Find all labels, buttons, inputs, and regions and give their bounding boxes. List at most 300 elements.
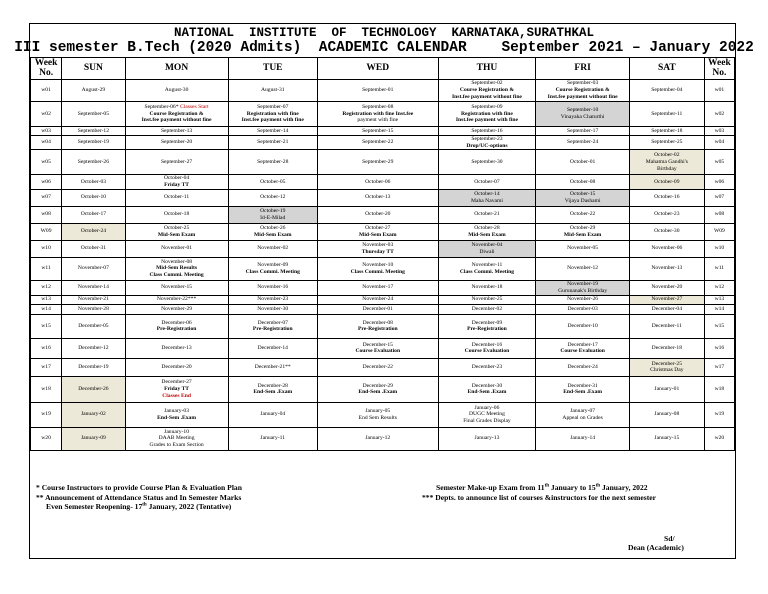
day-cell-tue-line: December-14 — [257, 344, 288, 351]
day-cell-tue-line: September-14 — [257, 127, 289, 134]
day-cell-fri — [536, 257, 630, 280]
day-cell-wed-line: November-03 — [362, 242, 394, 249]
week-no-cell — [31, 189, 62, 206]
week-no-cell-line: w19 — [41, 411, 51, 418]
day-cell-wed-line: Mid-Sem Exam — [359, 231, 397, 238]
week-no-cell-line: w12 — [41, 284, 51, 291]
week-no-cell-right — [704, 257, 734, 280]
day-cell-fri — [536, 358, 630, 376]
week-no-cell — [31, 304, 62, 314]
day-cell-thu-line: Registration with fine — [461, 110, 513, 117]
day-cell-fri — [536, 338, 630, 358]
day-cell-fri-line: September-10 — [566, 107, 599, 114]
day-cell-tue — [228, 223, 317, 240]
day-cell-mon — [125, 402, 228, 427]
week-no-cell-right — [704, 240, 734, 257]
day-cell-tue-line: January-11 — [260, 435, 286, 442]
day-cell-mon — [125, 376, 228, 402]
day-cell-thu-line: November-11 — [471, 262, 503, 269]
week-no-cell-right-line: w17 — [714, 363, 725, 370]
day-cell-thu — [438, 402, 536, 427]
day-cell-tue-line: September-21 — [257, 139, 289, 146]
footnote-depts: *** Depts. to announce list of courses &instructors for the next semester — [422, 493, 656, 502]
week-no-cell-right-line: w05 — [714, 159, 725, 166]
day-cell-fri — [536, 240, 630, 257]
day-cell-mon — [125, 358, 228, 376]
day-cell-wed — [317, 175, 438, 189]
calendar-title: III semester B.Tech (2020 Admits) ACADEMIC CALENDAR September 2021 – January 2022 — [14, 40, 754, 56]
day-cell-mon — [125, 150, 228, 175]
day-cell-tue — [228, 175, 317, 189]
day-cell-fri-line: September-24 — [566, 139, 599, 146]
day-cell-fri-line: January-07 — [570, 408, 596, 415]
day-cell-wed-line: January-12 — [365, 435, 391, 442]
week-no-cell-line: w10 — [41, 245, 51, 252]
day-cell-tue — [228, 314, 317, 338]
week-no-cell-right-line: w08 — [714, 211, 725, 218]
day-cell-sun-line: September-19 — [77, 139, 110, 146]
day-cell-sat — [629, 295, 704, 304]
day-cell-thu-line: Maha Navami — [471, 197, 503, 204]
day-cell-wed-line: Thursday TT — [361, 248, 394, 255]
day-cell-fri — [536, 206, 630, 223]
day-cell-sat — [629, 136, 704, 150]
week-no-cell-right — [704, 280, 734, 295]
day-cell-wed-line: October-27 — [365, 225, 391, 232]
day-cell-fri-line: November-26 — [567, 296, 599, 303]
day-cell-wed-line: November-24 — [362, 296, 394, 303]
day-cell-tue-line: Id-E-Milad — [260, 214, 286, 221]
week-no-cell — [31, 240, 62, 257]
week-no-cell-right-line: w19 — [714, 411, 725, 418]
day-cell-tue-line: December-21** — [254, 363, 291, 370]
day-cell-wed — [317, 295, 438, 304]
day-cell-sun-line: October-31 — [80, 245, 107, 252]
day-cell-sat — [629, 150, 704, 175]
day-cell-fri-line: November-19 — [567, 281, 599, 288]
day-cell-mon — [125, 136, 228, 150]
table-row — [31, 427, 735, 450]
day-cell-mon-line: October-25 — [163, 225, 190, 232]
day-cell-tue-line: November-30 — [257, 305, 289, 312]
day-cell-wed — [317, 280, 438, 295]
day-cell-wed — [317, 338, 438, 358]
day-cell-fri — [536, 102, 630, 127]
day-cell-mon — [125, 127, 228, 136]
day-cell-sun — [62, 358, 125, 376]
day-cell-tue — [228, 358, 317, 376]
day-cell-mon-line: November-29 — [161, 305, 193, 312]
day-cell-thu — [438, 257, 536, 280]
day-cell-wed-line: November-10 — [362, 262, 394, 269]
day-cell-wed-line: October-13 — [365, 194, 391, 201]
day-cell-fri-line: December-10 — [567, 322, 598, 329]
day-cell-thu-line: September-16 — [471, 127, 503, 134]
day-cell-thu-line: December-30 — [471, 382, 503, 389]
day-cell-sun — [62, 257, 125, 280]
week-no-cell-line: w11 — [41, 265, 51, 272]
day-cell-mon — [125, 338, 228, 358]
day-cell-sat-line: November-27 — [651, 296, 683, 303]
day-cell-thu — [438, 338, 536, 358]
day-cell-wed-line: Course Evaluation — [355, 348, 401, 355]
day-cell-fri-line: End-Sem .Exam — [563, 389, 603, 396]
day-cell-wed — [317, 358, 438, 376]
day-cell-tue — [228, 240, 317, 257]
table-row — [31, 189, 735, 206]
day-cell-tue — [228, 295, 317, 304]
week-no-cell-right — [704, 295, 734, 304]
day-cell-mon-line: September-20 — [160, 139, 193, 146]
day-cell-mon-line: November-01 — [161, 245, 193, 252]
day-cell-sun — [62, 150, 125, 175]
day-cell-mon-line: Classes End — [162, 392, 191, 399]
table-row — [31, 102, 735, 127]
week-no-cell-right-line: w04 — [714, 139, 725, 146]
day-cell-tue — [228, 402, 317, 427]
week-no-cell-right-line: w16 — [714, 344, 725, 351]
day-cell-mon-line: December-20 — [161, 363, 192, 370]
day-cell-sun-line: January-02 — [80, 411, 106, 418]
day-cell-sat — [629, 206, 704, 223]
table-row — [31, 295, 735, 304]
day-cell-mon-line: October-18 — [163, 211, 190, 218]
day-cell-wed-line: End Sem Results — [358, 414, 397, 421]
day-cell-mon-line: End-Sem .Exam — [157, 414, 196, 421]
day-cell-sun — [62, 402, 125, 427]
day-cell-fri — [536, 402, 630, 427]
day-cell-tue-line: December-28 — [257, 382, 288, 389]
day-cell-sun — [62, 136, 125, 150]
day-cell-mon — [125, 175, 228, 189]
week-no-cell — [31, 127, 62, 136]
day-cell-sat-line: Christmas Day — [650, 367, 684, 374]
day-cell-tue-line: October-26 — [260, 225, 286, 232]
day-cell-wed — [317, 376, 438, 402]
day-cell-tue-line: November-02 — [257, 245, 289, 252]
classes-start-note: Classes Start — [179, 103, 209, 110]
day-cell-sun-line: December-19 — [78, 363, 109, 370]
day-cell-mon-line: November-15 — [161, 284, 193, 291]
day-cell-fri — [536, 175, 630, 189]
day-cell-sat — [629, 240, 704, 257]
day-cell-wed — [317, 206, 438, 223]
day-cell-mon-line: Inst.fee payment without fine — [141, 117, 212, 124]
footnote-attendance: ** Announcement of Attendance Status and In Semester Marks — [36, 493, 242, 502]
day-cell-fri-line: Gurunanak's Birthday — [558, 287, 608, 294]
day-cell-sun — [62, 376, 125, 402]
day-cell-sun — [62, 295, 125, 304]
day-cell-thu-line: October-14 — [474, 191, 500, 198]
day-cell-thu-line: End-Sem .Exam — [467, 389, 507, 396]
day-cell-mon-line: October-11 — [164, 194, 190, 201]
day-cell-fri — [536, 150, 630, 175]
day-cell-thu-line: Inst.fee payment without fine — [452, 93, 522, 100]
day-cell-sat — [629, 257, 704, 280]
signature-dean: Dean (Academic) — [628, 543, 684, 552]
header-row — [31, 58, 735, 80]
day-cell-thu-line: October-07 — [474, 178, 500, 185]
day-cell-fri-line: December-03 — [567, 305, 598, 312]
day-cell-fri-line: October-15 — [569, 191, 596, 198]
week-no-cell — [31, 280, 62, 295]
day-cell-fri-line: October-22 — [569, 211, 596, 218]
week-no-cell-line: w07 — [41, 194, 51, 201]
day-cell-fri-line: Mid-Sem Exam — [563, 231, 602, 238]
day-cell-tue-line: September-07 — [257, 103, 289, 110]
day-cell-wed — [317, 304, 438, 314]
day-cell-mon — [125, 314, 228, 338]
day-cell-thu-line: September-23 — [471, 136, 503, 142]
week-no-cell — [31, 206, 62, 223]
week-no-cell-right — [704, 402, 734, 427]
week-no-cell-right-line: w14 — [714, 305, 725, 312]
table-row — [31, 175, 735, 189]
day-cell-sat — [629, 102, 704, 127]
day-cell-wed-line: September-01 — [362, 87, 394, 94]
day-cell-tue — [228, 189, 317, 206]
day-cell-mon — [125, 280, 228, 295]
day-cell-thu-line: Course Evaluation — [464, 348, 510, 355]
week-no-cell — [31, 150, 62, 175]
day-cell-sun — [62, 314, 125, 338]
week-no-cell-right — [704, 175, 734, 189]
day-cell-sat — [629, 80, 704, 102]
week-no-cell-line: w04 — [41, 139, 51, 146]
day-cell-sat-line: January-01 — [654, 385, 680, 392]
table-row — [31, 257, 735, 280]
day-cell-tue — [228, 280, 317, 295]
day-cell-sat — [629, 376, 704, 402]
day-cell-sun-line: October-03 — [80, 178, 107, 185]
day-cell-sat-line: October-16 — [654, 194, 680, 201]
week-no-cell-right — [704, 150, 734, 175]
table-row — [31, 402, 735, 427]
day-cell-thu-line: September-02 — [471, 80, 503, 87]
day-cell-tue — [228, 136, 317, 150]
day-cell-wed — [317, 80, 438, 102]
week-no-cell — [31, 136, 62, 150]
day-cell-sun — [62, 338, 125, 358]
day-cell-wed — [317, 223, 438, 240]
day-cell-mon-line: September-13 — [160, 127, 193, 134]
day-cell-sat — [629, 358, 704, 376]
week-no-cell-line: w13 — [41, 296, 51, 303]
day-cell-thu — [438, 102, 536, 127]
day-cell-mon-line: December-06 — [161, 319, 192, 326]
day-cell-thu — [438, 427, 536, 450]
week-no-cell-right — [704, 358, 734, 376]
day-cell-wed-line: End-Sem .Exam — [358, 389, 398, 396]
day-cell-wed-line: October-06 — [365, 178, 391, 185]
day-cell-thu — [438, 223, 536, 240]
day-cell-wed-line: September-29 — [362, 159, 394, 166]
table-row — [31, 136, 735, 150]
day-cell-wed-line: December-29 — [362, 382, 393, 389]
day-cell-sun-line: November-21 — [77, 296, 109, 303]
day-cell-thu-line: Mid-Sem Exam — [468, 231, 506, 238]
day-cell-thu — [438, 358, 536, 376]
day-cell-sat-line: September-11 — [651, 110, 683, 117]
day-cell-thu — [438, 150, 536, 175]
day-cell-wed — [317, 427, 438, 450]
day-cell-mon — [125, 304, 228, 314]
day-cell-fri-line: October-08 — [569, 178, 596, 185]
day-cell-tue — [228, 206, 317, 223]
week-no-cell-line: w08 — [41, 211, 51, 218]
day-cell-sun — [62, 223, 125, 240]
day-cell-thu-line: Class Commi. Meeting — [459, 268, 515, 275]
day-cell-tue-line: Class Commi. Meeting — [245, 268, 300, 275]
day-cell-wed-line: Class Commi. Meeting — [350, 268, 405, 275]
day-cell-thu-line: Course Registration & — [459, 87, 514, 94]
day-cell-sat-line: December-25 — [651, 360, 682, 367]
footnote-course-plan: * Course Instructors to provide Course Plan & Evaluation Plan — [36, 483, 242, 492]
day-cell-mon — [125, 257, 228, 280]
week-no-cell-line: w14 — [41, 305, 51, 312]
day-cell-thu — [438, 314, 536, 338]
day-cell-sun — [62, 175, 125, 189]
day-cell-thu-line: September-30 — [471, 159, 503, 166]
day-cell-mon-line: DAAB Meeting — [158, 435, 195, 442]
day-cell-tue-line: Registration with fine — [246, 110, 299, 117]
day-cell-sat-line: October-02 — [654, 152, 680, 159]
day-cell-mon — [125, 240, 228, 257]
day-cell-tue — [228, 150, 317, 175]
week-no-cell-right-line: w18 — [714, 385, 725, 392]
day-cell-mon-line: Mid-Sem Exam — [157, 231, 196, 238]
day-cell-thu-line: December-16 — [471, 341, 503, 348]
day-cell-tue-line: January-04 — [260, 411, 286, 418]
day-cell-tue — [228, 102, 317, 127]
day-cell-sun — [62, 127, 125, 136]
day-cell-sat — [629, 280, 704, 295]
day-cell-thu-line: Drop/UC-options — [466, 142, 508, 149]
week-no-cell-right — [704, 223, 734, 240]
week-no-cell-line: W09 — [40, 228, 52, 235]
day-cell-tue-line: End-Sem .Exam — [253, 389, 293, 396]
day-cell-fri-line: September-17 — [566, 127, 599, 134]
col-sun: SUN — [62, 58, 125, 80]
day-cell-sat-line: September-04 — [651, 87, 683, 94]
day-cell-sat-line: January-15 — [654, 435, 680, 442]
day-cell-thu — [438, 280, 536, 295]
day-cell-sun — [62, 206, 125, 223]
week-no-cell-line: w05 — [41, 159, 51, 166]
col-mon: MON — [125, 58, 228, 80]
day-cell-fri — [536, 80, 630, 102]
table-row — [31, 80, 735, 102]
day-cell-sun — [62, 80, 125, 102]
week-no-cell — [31, 358, 62, 376]
day-cell-sat-line: November-06 — [651, 245, 683, 252]
day-cell-wed-line: December-15 — [362, 341, 393, 348]
table-row — [31, 150, 735, 175]
day-cell-sat-line: November-13 — [651, 265, 683, 272]
day-cell-wed — [317, 102, 438, 127]
day-cell-sun-line: October-17 — [80, 211, 107, 218]
day-cell-sun-line: September-05 — [77, 110, 110, 117]
week-no-cell-right-line: w07 — [714, 194, 725, 201]
day-cell-mon-line: Pre-Registration — [156, 326, 197, 333]
day-cell-fri — [536, 223, 630, 240]
day-cell-sun-line: September-12 — [77, 127, 110, 134]
col-fri: FRI — [536, 58, 630, 80]
day-cell-thu-line: January-06 — [474, 404, 500, 411]
day-cell-wed — [317, 257, 438, 280]
week-no-cell-right — [704, 376, 734, 402]
day-cell-mon — [125, 102, 228, 127]
day-cell-tue-line: November-09 — [257, 262, 289, 269]
week-no-cell-right — [704, 80, 734, 102]
day-cell-fri-line: Course Evaluation — [560, 348, 605, 355]
day-cell-wed-line: December-22 — [362, 363, 393, 370]
day-cell-sat-line: December-18 — [651, 344, 682, 351]
day-cell-fri-line: November-05 — [567, 245, 599, 252]
day-cell-mon — [125, 427, 228, 450]
day-cell-mon — [125, 223, 228, 240]
day-cell-sun-line: December-05 — [78, 322, 109, 329]
day-cell-mon — [125, 189, 228, 206]
day-cell-tue-line: Inst.fee payment with fine — [241, 117, 304, 124]
day-cell-tue-line: November-16 — [257, 284, 289, 291]
day-cell-mon-line: October-04 — [163, 175, 190, 182]
day-cell-fri — [536, 314, 630, 338]
day-cell-thu — [438, 80, 536, 102]
day-cell-fri-line: December-31 — [567, 382, 598, 389]
day-cell-sat — [629, 304, 704, 314]
day-cell-sat-line: Birthday — [657, 165, 677, 172]
day-cell-wed-line: Registration with fine Inst.fee — [342, 110, 414, 117]
day-cell-sat — [629, 427, 704, 450]
day-cell-mon-line: December-27 — [161, 379, 192, 386]
day-cell-tue-line: August-31 — [260, 87, 285, 94]
day-cell-thu — [438, 189, 536, 206]
day-cell-fri-line: Vinayaka Chaturthi — [560, 114, 605, 120]
week-no-cell-right — [704, 189, 734, 206]
day-cell-sat-line: October-09 — [654, 178, 680, 185]
day-cell-thu-line: October-28 — [474, 225, 500, 232]
day-cell-wed — [317, 127, 438, 136]
col-week-no: Week No. — [31, 58, 62, 80]
day-cell-thu — [438, 127, 536, 136]
day-cell-mon — [125, 206, 228, 223]
week-no-cell — [31, 427, 62, 450]
day-cell-mon-line: September-06* Classes Start — [144, 103, 209, 110]
week-no-cell-right — [704, 102, 734, 127]
day-cell-sun — [62, 427, 125, 450]
footnote-reopening: Even Semester Reopening- 17th January, 2022 (Tentative) — [46, 502, 232, 511]
day-cell-sun — [62, 304, 125, 314]
week-no-cell-right-line: w11 — [714, 265, 725, 272]
week-no-cell-right-line: w01 — [714, 87, 725, 94]
day-cell-sun-line: January-09 — [80, 435, 106, 442]
day-cell-tue-line: October-05 — [260, 178, 286, 185]
week-no-cell-right-line: w06 — [714, 178, 725, 185]
week-no-cell-right — [704, 314, 734, 338]
day-cell-mon-line: January-10 — [164, 428, 189, 435]
week-no-cell-right — [704, 427, 734, 450]
week-no-cell-right-line: w13 — [714, 296, 725, 303]
day-cell-fri-line: October-29 — [569, 225, 596, 232]
week-no-cell-right-line: w20 — [714, 435, 725, 442]
col-week-no-right: Week No. — [704, 58, 734, 80]
day-cell-mon-line: Class Commi. Meeting — [149, 272, 204, 279]
day-cell-sat-line: November-20 — [651, 284, 683, 291]
day-cell-wed-line: September-08 — [362, 103, 394, 110]
day-cell-tue-line: October-12 — [260, 194, 286, 201]
week-no-cell-line: w06 — [41, 178, 51, 185]
